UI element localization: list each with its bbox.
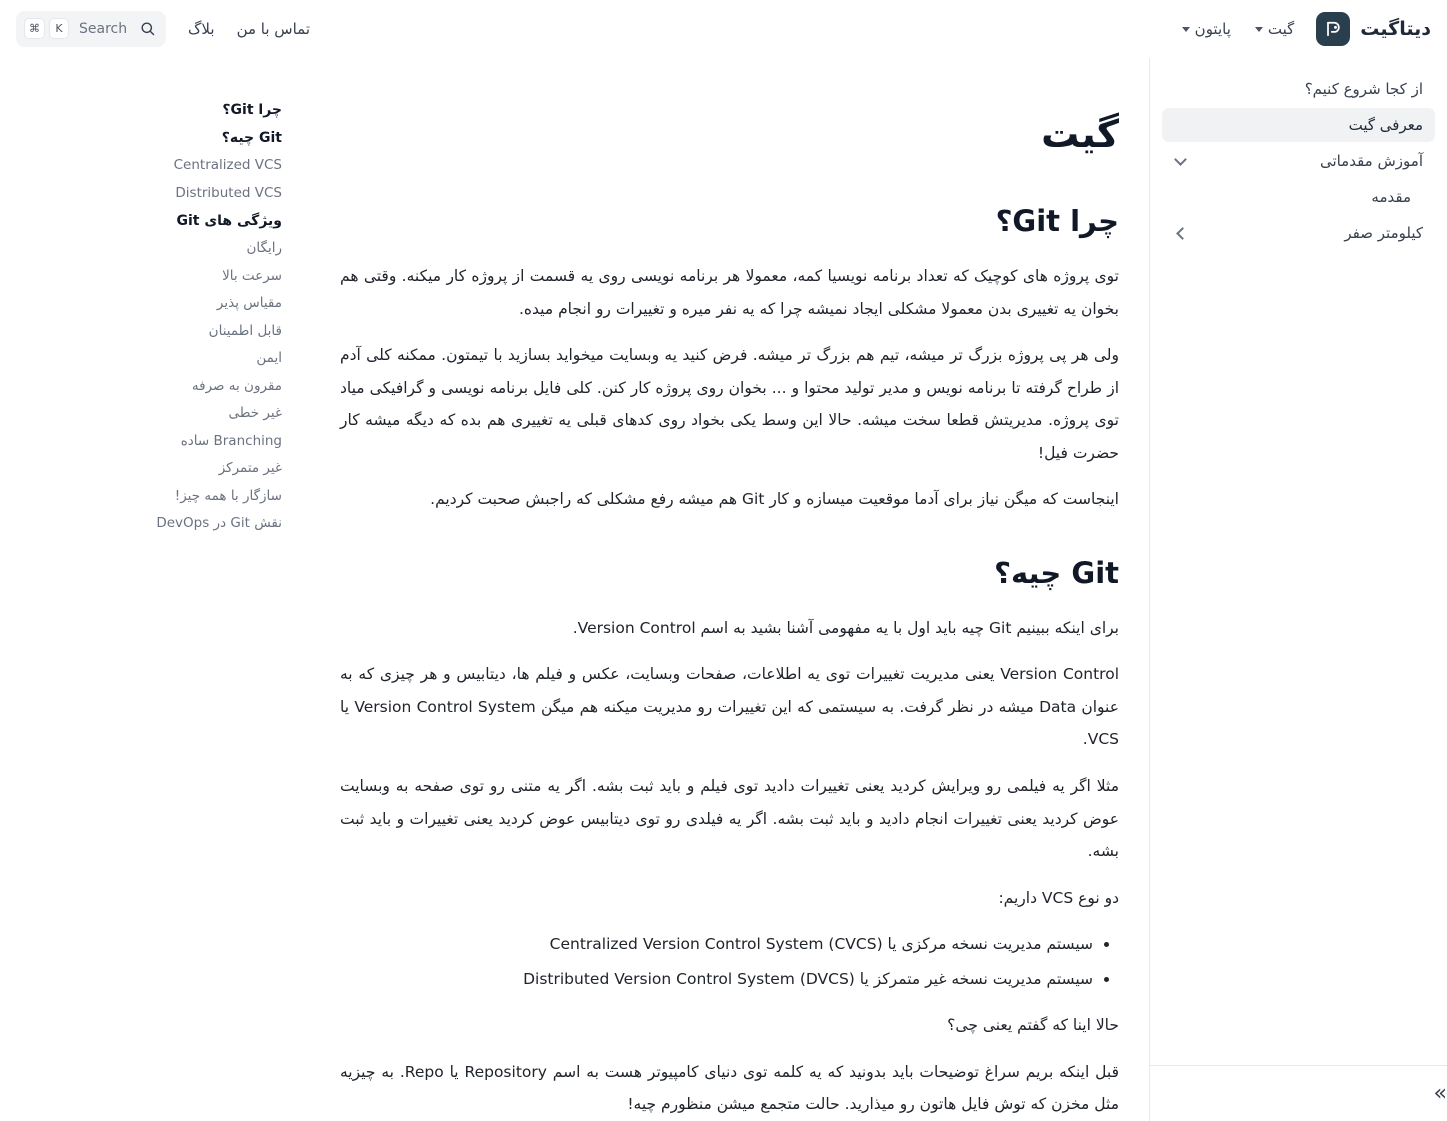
list-item: • سیستم مدیریت نسخه غیر متمرکز یا Distributed Version Control System (DVCS) bbox=[340, 963, 1093, 996]
toc-item-reliable[interactable]: قابل اطمینان bbox=[208, 322, 282, 339]
search-icon bbox=[139, 20, 156, 37]
header-right-group bbox=[1180, 12, 1431, 46]
toc-item-distributed-vcs[interactable]: Distributed VCS bbox=[175, 184, 282, 201]
toc-item-nonlinear[interactable]: غیر خطی bbox=[228, 405, 282, 421]
nav-item-git-label: گیت bbox=[1267, 19, 1295, 38]
brand[interactable] bbox=[1316, 12, 1431, 46]
toc-item-scalable[interactable]: مقیاس پذیر bbox=[216, 295, 282, 311]
kbd-cmd: ⌘ bbox=[24, 18, 45, 39]
paragraph: قبل اینکه بریم سراغ توضیحات باید بدونید که یه کلمه توی دنیای کامپیوتر هست به اسم Repository یا Repo. به چیزیه مثل مخزن که توش فایل هاتون رو میذارید. حالت متجمع میشن منظورم چیه! bbox=[340, 1062, 1120, 1114]
section-heading-why-git: چرا Git؟ bbox=[995, 204, 1119, 238]
nav-item-python[interactable] bbox=[1180, 16, 1233, 42]
toc-item-git-features[interactable]: ویژگی های Git bbox=[176, 213, 282, 229]
sidebar-nav bbox=[1149, 58, 1447, 1121]
sidebar-item-basic-tutorial[interactable] bbox=[1162, 144, 1435, 178]
sidebar-item-label: آموزش مقدماتی bbox=[1319, 152, 1423, 170]
collapse-sidebar-button[interactable]: » bbox=[1433, 1080, 1447, 1106]
list-item: • سیستم مدیریت نسخه مرکزی یا Centralized Version Control System (CVCS) bbox=[340, 928, 1093, 961]
toc-item-fast[interactable]: سرعت بالا bbox=[222, 267, 282, 284]
header-left-group bbox=[16, 11, 310, 47]
datagit-logo-icon bbox=[1316, 12, 1350, 46]
nav-item-python-label: پایتون bbox=[1194, 19, 1231, 38]
toc-item-why-git[interactable]: چرا Git؟ bbox=[222, 102, 282, 118]
paragraph: توی پروژه های کوچیک که تعداد برنامه نویسیا کمه، معمولا هر برنامه نویسی روی یه قسمت از پروژه کار میکنه. وقتی هم بخوان یه تغییری بدن معمولا مشکلی ایجاد نمیشه چرا که یه نفر میره و تغییرات رو انجام میده. bbox=[340, 267, 1119, 318]
toc-item-free[interactable]: رایگان bbox=[246, 240, 282, 256]
paragraph: Version Control یعنی مدیریت تغییرات توی یه اطلاعات، صفحات وبسایت، عکس و فیلم ها، دیتابیس و هر چیزی که به عنوان Data میشه در نظر گرفت. به سیستمی که این تغییرات رو مدیریت میکنه هم میگن Version Control System یا VCS. bbox=[340, 665, 1120, 749]
section-heading-what-is-git: Git چیه؟ bbox=[994, 555, 1119, 590]
brand-name: دیتاگیت bbox=[1360, 17, 1431, 40]
paragraph: برای اینکه ببینیم Git چیه باید اول با یه مفهومی آشنا بشید به اسم Version Control. bbox=[572, 618, 1119, 637]
paragraph: حالا اینا که گفتم یعنی چی؟ bbox=[947, 1016, 1119, 1035]
sidebar-item-label: معرفی گیت bbox=[1348, 116, 1423, 134]
nav-link-contact[interactable]: تماس با من bbox=[236, 19, 311, 38]
paragraph: دو نوع VCS داریم: bbox=[998, 888, 1119, 907]
kbd-k: K bbox=[49, 18, 69, 39]
sidebar-collapse-bar bbox=[1150, 1065, 1447, 1121]
article-content bbox=[300, 58, 1149, 1121]
vcs-type-list bbox=[340, 928, 1119, 995]
paragraph: ولی هر پی پروژه بزرگ تر میشه، تیم هم بزرگ تر میشه. فرض کنید یه وبسایت میخواید بسازید با تیمتون. ممکنه کلی آدم از طراح گرفته تا برنامه نویس و مدیر تولید محتوا و ... بخوان روی پروژه کار کنن. کلی فایل برنامه نویسی و گرافیکی میاد توی پروژه. مدیریتش قطعا سخت میشه. حالا این وسط یکی بخواد روی کدهای قبلی یه تغییری هم بده که دیگه میشه کار حضرت فیل! bbox=[340, 346, 1119, 462]
toc-item-centralized-vcs[interactable]: Centralized VCS bbox=[173, 157, 282, 173]
chevron-down-icon bbox=[1182, 27, 1190, 32]
chevron-left-icon[interactable] bbox=[1174, 226, 1188, 240]
page-title: گیت bbox=[1041, 112, 1119, 156]
sidebar-item-start-here[interactable] bbox=[1162, 72, 1435, 106]
table-of-contents bbox=[0, 58, 300, 1121]
nav-link-blog[interactable]: بلاگ bbox=[188, 19, 215, 38]
page-layout bbox=[0, 58, 1447, 1121]
toc-item-compatible[interactable]: سازگار با همه چیز! bbox=[174, 487, 282, 504]
sidebar-item-moqaddame[interactable] bbox=[1162, 180, 1435, 214]
sidebar-item-kilometer-zero[interactable] bbox=[1162, 216, 1435, 250]
sidebar-item-label: مقدمه bbox=[1371, 188, 1411, 206]
toc-item-secure[interactable]: ایمن bbox=[256, 350, 282, 366]
chevron-down-icon bbox=[1255, 27, 1263, 32]
top-header bbox=[0, 0, 1447, 58]
nav-item-git[interactable] bbox=[1253, 16, 1296, 42]
toc-item-git-devops[interactable]: نقش Git در DevOps bbox=[156, 515, 282, 531]
toc-item-what-is-git[interactable]: Git چیه؟ bbox=[221, 130, 282, 146]
sidebar-item-intro-git[interactable] bbox=[1162, 108, 1435, 142]
chevron-down-icon[interactable] bbox=[1174, 154, 1188, 168]
toc-item-branching[interactable]: Branching ساده bbox=[180, 432, 282, 449]
toc-item-decentralized[interactable]: غیر متمرکز bbox=[218, 460, 282, 476]
paragraph: مثلا اگر یه فیلمی رو ویرایش کردید یعنی تغییرات دادید توی فیلم و باید ثبت بشه. اگر یه متنی رو توی صفحه به وبسایت عوض کردید یعنی تغییرات انجام دادید و باید ثبت بشه. اگر یه فیلدی رو توی دیتابیس عوض کردید یعنی تغییرات و باید ثبت بشه. bbox=[340, 777, 1119, 861]
paragraph: اینجاست که میگن نیاز برای آدما موقعیت میسازه و کار Git هم میشه رفع مشکلی که راجبش صحبت کردیم. bbox=[430, 490, 1119, 509]
sidebar-item-label: کیلومتر صفر bbox=[1344, 224, 1423, 242]
search-shortcut bbox=[24, 18, 69, 39]
sidebar-item-label: از کجا شروع کنیم؟ bbox=[1304, 80, 1423, 98]
toc-item-affordable[interactable]: مقرون به صرفه bbox=[191, 377, 282, 394]
search-placeholder: Search bbox=[79, 20, 128, 37]
search-input[interactable] bbox=[16, 11, 166, 47]
